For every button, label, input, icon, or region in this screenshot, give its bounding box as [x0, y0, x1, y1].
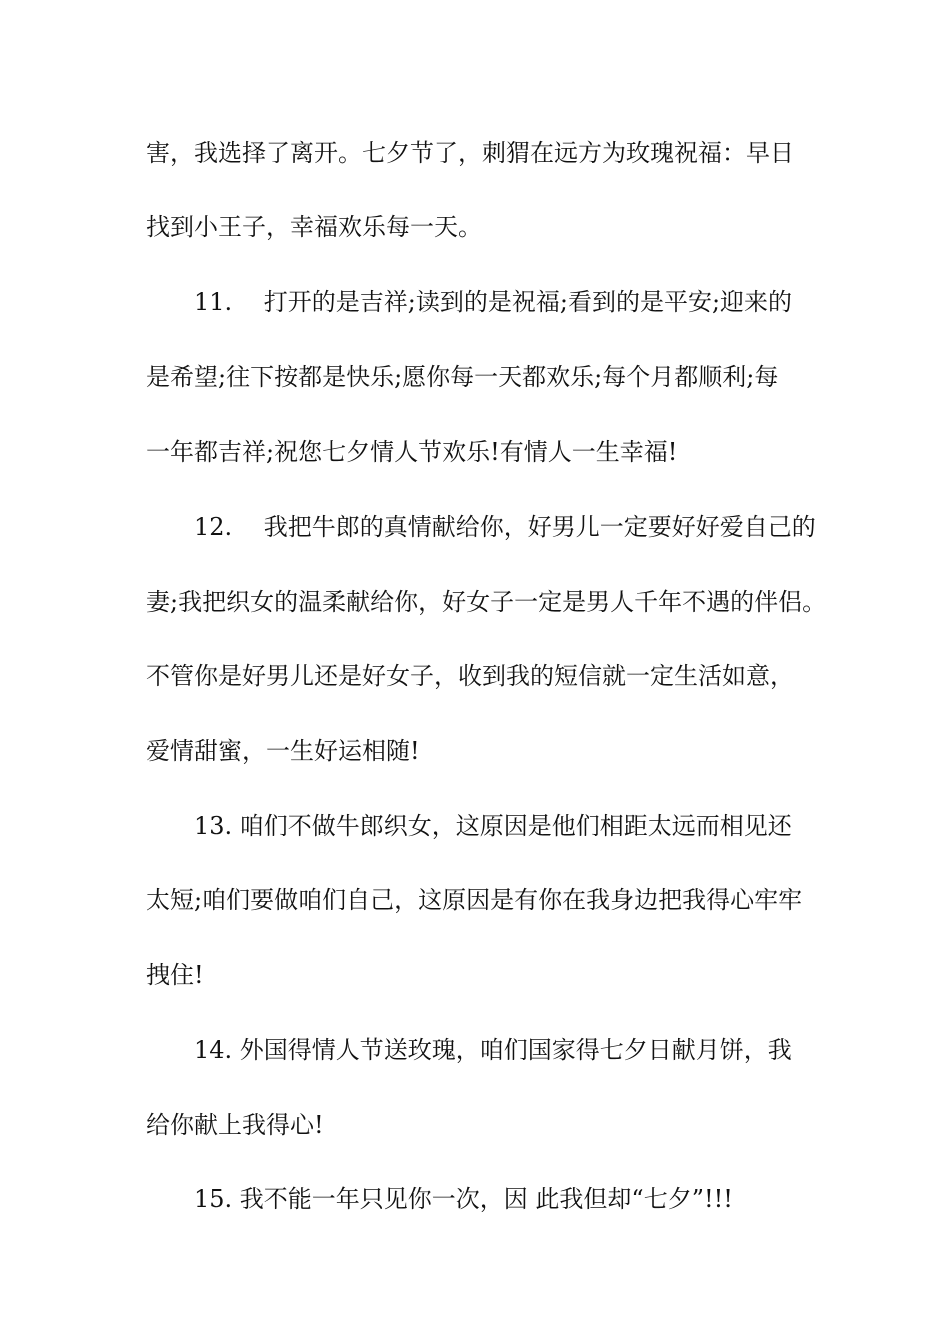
list-item-13-line: 13. 咱们不做牛郎织女，这原因是他们相距太远而相见还: [194, 812, 792, 840]
text-line: 给你献上我得心!: [146, 1111, 324, 1139]
list-item-11-line: 11. 打开的是吉祥;读到的是祝福;看到的是平安;迎来的: [194, 288, 793, 316]
text-line: 拽住!: [146, 961, 204, 989]
text-line: 害，我选择了离开。七夕节了，刺猬在远方为玫瑰祝福：早日: [146, 139, 794, 167]
text-line: 不管你是好男儿还是好女子，收到我的短信就一定生活如意，: [146, 662, 794, 690]
list-item-15-line: 15. 我不能一年只见你一次，因 此我但却“七夕”!!!: [194, 1185, 733, 1213]
list-item-14-line: 14. 外国得情人节送玫瑰，咱们国家得七夕日献月饼，我: [194, 1036, 792, 1064]
list-item-12-line: 12. 我把牛郎的真情献给你，好男儿一定要好好爱自己的: [194, 513, 816, 541]
text-line: 妻;我把织女的温柔献给你，好女子一定是男人千年不遇的伴侣。: [146, 588, 827, 616]
text-line: 爱情甜蜜，一生好运相随!: [146, 737, 420, 765]
text-line: 太短;咱们要做咱们自己，这原因是有你在我身边把我得心牢牢: [146, 886, 803, 914]
text-line: 一年都吉祥;祝您七夕情人节欢乐!有情人一生幸福!: [146, 438, 678, 466]
text-line: 找到小王子，幸福欢乐每一天。: [146, 213, 482, 241]
text-line: 是希望;往下按都是快乐;愿你每一天都欢乐;每个月都顺利;每: [146, 363, 779, 391]
